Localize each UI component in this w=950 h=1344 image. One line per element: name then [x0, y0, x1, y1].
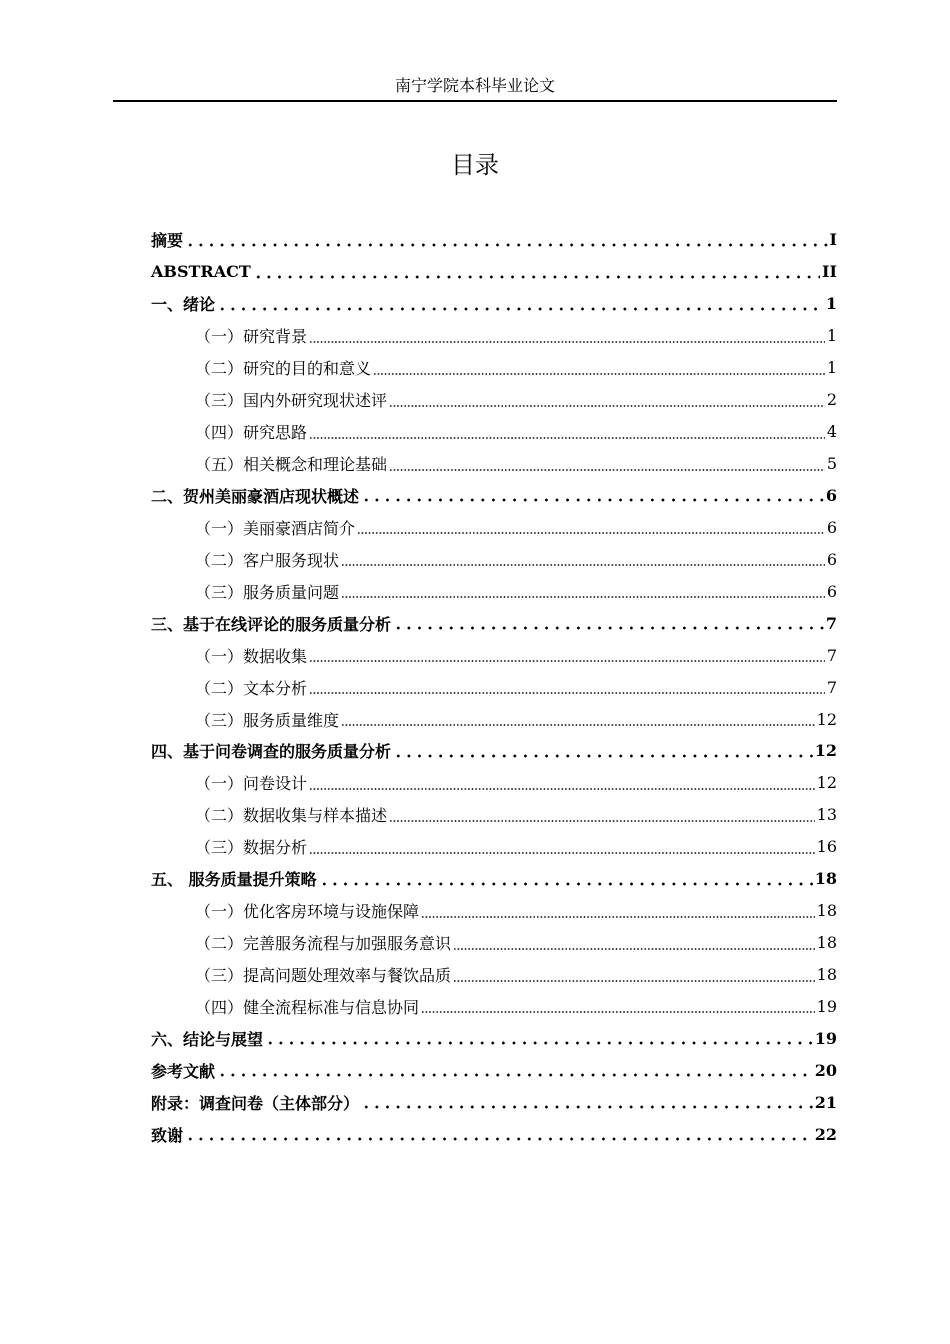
toc-entry-label: （三）国内外研究现状述评 [195, 391, 388, 411]
dot-leader [309, 787, 815, 791]
dot-leader [309, 851, 815, 855]
toc-entry-label: （三）服务质量问题 [195, 582, 340, 602]
toc-entry-label: 附录：调查问卷（主体部分） [151, 1093, 360, 1113]
toc-section-entry[interactable] [151, 384, 837, 416]
toc-page-number: 20 [814, 1060, 837, 1080]
dot-leader [389, 819, 815, 823]
toc-chapter-entry[interactable] [151, 1054, 837, 1086]
toc-section-entry[interactable] [151, 895, 837, 927]
toc-page-number: 18 [814, 869, 837, 889]
dot-leader [373, 372, 825, 376]
toc-page-number: 7 [825, 613, 837, 633]
toc-section-entry[interactable] [151, 352, 837, 384]
toc-entry-label: 致谢 [151, 1125, 184, 1145]
toc-page-number: I [829, 230, 837, 250]
toc-entry-label: （二）研究的目的和意义 [195, 359, 372, 379]
toc-chapter-entry[interactable] [151, 1022, 837, 1054]
toc-page-number: 22 [814, 1124, 837, 1144]
header-rule [113, 100, 837, 102]
toc-page-number: 2 [826, 390, 837, 410]
toc-entry-label: （二）数据收集与样本描述 [195, 806, 388, 826]
dot-leader [393, 753, 813, 759]
toc-section-entry[interactable] [151, 575, 837, 607]
dot-leader [217, 1072, 813, 1078]
toc-section-entry[interactable] [151, 448, 837, 480]
toc-section-entry[interactable] [151, 511, 837, 543]
toc-section-entry[interactable] [151, 799, 837, 831]
toc-page-number: 6 [825, 485, 837, 505]
toc-page-number: 6 [826, 581, 837, 601]
toc-entry-label: （三）数据分析 [195, 838, 308, 858]
toc-entry-label: （一）数据收集 [195, 646, 308, 666]
toc-entry-label: （三）提高问题处理效率与餐饮品质 [195, 966, 452, 986]
toc-page-number: 19 [814, 1028, 837, 1048]
toc-entry-label: （二）完善服务流程与加强服务意识 [195, 934, 452, 954]
toc-section-entry[interactable] [151, 639, 837, 671]
toc-entry-label: 四、基于问卷调查的服务质量分析 [151, 742, 392, 762]
toc-entry-label: 五、 服务质量提升策略 [151, 870, 317, 890]
toc-page-number: 7 [826, 645, 837, 665]
toc-entry-label: （三）服务质量维度 [195, 710, 340, 730]
table-of-contents [151, 224, 837, 1150]
toc-section-entry[interactable] [151, 831, 837, 863]
dot-leader [319, 881, 813, 887]
dot-leader [453, 947, 815, 951]
toc-entry-label: （二）客户服务现状 [195, 550, 340, 570]
toc-page-number: 16 [816, 837, 837, 857]
toc-page-number: II [822, 262, 837, 282]
toc-section-entry[interactable] [151, 703, 837, 735]
toc-page-number: 18 [816, 933, 837, 953]
dot-leader [341, 595, 825, 599]
dot-leader [253, 274, 820, 280]
dot-leader [393, 625, 824, 631]
dot-leader [217, 306, 824, 312]
dot-leader [185, 1136, 813, 1142]
dot-leader [309, 691, 825, 695]
toc-entry-label: 参考文献 [151, 1061, 216, 1081]
toc-page-number: 19 [816, 996, 837, 1016]
dot-leader [265, 1040, 813, 1046]
toc-section-entry[interactable] [151, 320, 837, 352]
toc-section-entry[interactable] [151, 767, 837, 799]
dot-leader [341, 723, 815, 727]
toc-chapter-entry[interactable] [151, 480, 837, 512]
toc-page-number: 21 [814, 1092, 837, 1112]
toc-section-entry[interactable] [151, 671, 837, 703]
toc-section-entry[interactable] [151, 959, 837, 991]
toc-entry-label: （一）优化客房环境与设施保障 [195, 902, 420, 922]
dot-leader [185, 242, 828, 248]
dot-leader [341, 563, 825, 567]
toc-entry-label: （一）研究背景 [195, 327, 308, 347]
toc-page-number: 12 [814, 741, 837, 761]
running-header: 南宁学院本科毕业论文 [394, 76, 555, 95]
toc-page-number: 13 [816, 805, 837, 825]
dot-leader [309, 436, 825, 440]
toc-entry-label: （二）文本分析 [195, 678, 308, 698]
dot-leader [389, 468, 825, 472]
toc-page-number: 1 [826, 326, 837, 346]
toc-chapter-entry[interactable] [151, 1118, 837, 1150]
dot-leader [389, 404, 825, 408]
toc-section-entry[interactable] [151, 991, 837, 1023]
toc-page-number: 1 [826, 358, 837, 378]
toc-entry-label: ABSTRACT [151, 262, 251, 282]
toc-entry-label: （五）相关概念和理论基础 [195, 455, 388, 475]
toc-page-number: 4 [826, 422, 837, 442]
toc-chapter-entry[interactable] [151, 735, 837, 767]
toc-chapter-entry[interactable] [151, 607, 837, 639]
toc-entry-label: 一、绪论 [151, 295, 216, 315]
toc-entry-label: （四）研究思路 [195, 423, 308, 443]
toc-page-number: 6 [826, 549, 837, 569]
toc-page-number: 18 [816, 901, 837, 921]
toc-entry-label: 二、贺州美丽豪酒店现状概述 [151, 486, 360, 506]
toc-section-entry[interactable] [151, 927, 837, 959]
dot-leader [361, 497, 824, 503]
toc-section-entry[interactable] [151, 543, 837, 575]
toc-entry-label: （一）问卷设计 [195, 774, 308, 794]
toc-entry-label: 三、基于在线评论的服务质量分析 [151, 614, 392, 634]
dot-leader [453, 979, 815, 983]
dot-leader [357, 531, 825, 535]
toc-entry-label: （四）健全流程标准与信息协同 [195, 997, 420, 1017]
toc-entry-label: 六、结论与展望 [151, 1029, 264, 1049]
dot-leader [421, 1010, 815, 1014]
toc-page-number: 12 [816, 709, 837, 729]
page-title: 目录 [451, 151, 499, 179]
dot-leader [361, 1104, 813, 1110]
dot-leader [309, 659, 825, 663]
toc-chapter-entry[interactable] [151, 863, 837, 895]
toc-entry-label: 摘要 [151, 231, 184, 251]
toc-chapter-entry[interactable] [151, 288, 837, 320]
toc-page-number: 5 [826, 454, 837, 474]
toc-page-number: 6 [826, 517, 837, 537]
dot-leader [309, 340, 825, 344]
toc-page-number: 7 [826, 677, 837, 697]
toc-chapter-entry[interactable] [151, 224, 837, 256]
toc-page-number: 1 [825, 294, 837, 314]
toc-page-number: 18 [816, 965, 837, 985]
toc-chapter-entry[interactable] [151, 256, 837, 288]
dot-leader [421, 915, 815, 919]
toc-section-entry[interactable] [151, 416, 837, 448]
toc-entry-label: （一）美丽豪酒店简介 [195, 518, 356, 538]
toc-page-number: 12 [816, 773, 837, 793]
toc-chapter-entry[interactable] [151, 1086, 837, 1118]
